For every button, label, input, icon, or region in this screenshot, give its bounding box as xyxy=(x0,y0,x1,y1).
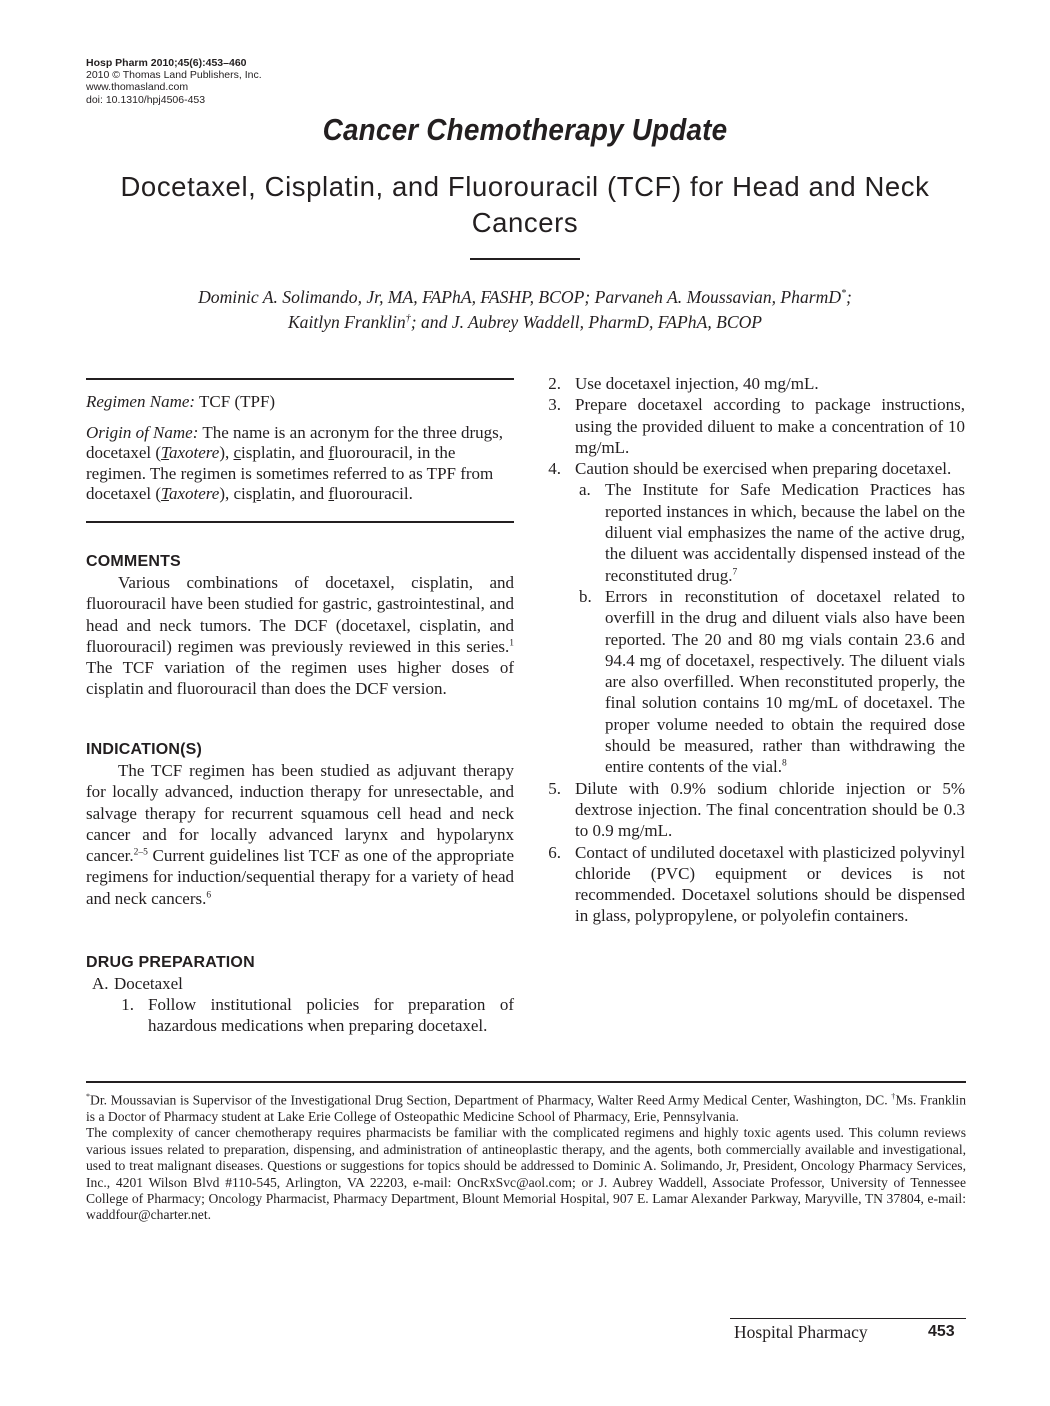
origin-text: luorouracil, in the regimen. The regimen is sometimes referred to as TPF from docetaxel ( xyxy=(86,443,494,503)
list-item xyxy=(539,842,965,927)
reference-mark[interactable]: 7 xyxy=(732,567,738,578)
origin-text: axotere xyxy=(168,484,220,503)
regimen-box-top-rule xyxy=(86,378,514,380)
list-letter: b. xyxy=(579,586,592,606)
list-item xyxy=(539,458,965,479)
origin-text: The name is an acronym for the three drugs, docetaxel ( xyxy=(86,422,504,462)
origin-acronym-letter: T xyxy=(161,484,169,503)
origin-acronym-letter: f xyxy=(328,443,335,462)
column-description-note: The complexity of cancer chemotherapy requires pharmacists be familiar with the complicated regimens and highly toxic agents used. This column reviews various issues related to preparation, dispensing, and administration of antineoplastic therapy, and the agents, both commercially available and investigational, used to treat malignant diseases. Questions or suggestions for topics should be addressed to Dominic A. Solimando, Jr, President, Oncology Pharmacy Services, Inc., 4201 Wilson Blvd #110-545, Arlington, VA 22203, e-mail: OncRxSvc@aol.com; or J. Aubrey Waddell, Associate Professor, University of Tennessee College of Pharmacy; Oncology Pharmacist, Pharmacy Department, Blount Memorial Hospital, 907 E. Lamar Alexander Parkway, Maryville, TN 37804, e-mail: waddfour@charter.net. xyxy=(86,1125,966,1223)
journal-meta xyxy=(86,57,262,106)
subsection-title: Docetaxel xyxy=(114,974,183,993)
list-number: 2. xyxy=(548,374,561,393)
list-text: Use docetaxel injection, 40 mg/mL. xyxy=(575,374,819,393)
reference-mark[interactable]: 8 xyxy=(782,758,787,769)
list-number: 4. xyxy=(548,459,561,479)
origin-acronym-letter: f xyxy=(328,484,335,503)
author-line-1 xyxy=(100,283,950,308)
author-affiliation-note xyxy=(86,1089,966,1125)
list-item xyxy=(539,373,965,394)
series-title: Cancer Chemotherapy Update xyxy=(322,112,728,147)
list-subitem xyxy=(539,479,965,585)
regimen-origin xyxy=(86,423,514,505)
origin-text: luorouracil. xyxy=(334,484,413,503)
paragraph-text: The TCF variation of the regimen uses higher doses of cisplatin and fluorouracil than does the DCF version. xyxy=(86,658,514,699)
origin-text: latin, and xyxy=(260,484,329,503)
reference-mark[interactable]: 1 xyxy=(509,638,514,649)
author-text: Dominic A. Solimando, Jr, MA, FAPhA, FASHP, BCOP; Parvaneh A. Moussavian, PharmD xyxy=(198,286,842,307)
list-text: Contact of undiluted docetaxel with plasticized polyvinyl chloride (PVC) equipment or devices is not recommended. Docetaxel solutions should be dispensed in glass, polypropylene, or polyolefin containers. xyxy=(575,842,965,926)
list-text: The Institute for Safe Medication Practices has reported instances in which, because the label on the diluent vial emphasizes the name of the active drug, the diluent was accidentally dispensed instead of the reconstituted drug. xyxy=(605,480,965,585)
drug-subsection-title xyxy=(86,973,514,994)
comments-paragraph xyxy=(86,572,514,700)
list-letter: a. xyxy=(579,480,591,500)
regimen-name-value: TCF (TPF) xyxy=(199,392,276,411)
footer-journal-name: Hospital Pharmacy xyxy=(734,1322,868,1342)
author-text: ; and J. Aubrey Waddell, PharmD, FAPhA, BCOP xyxy=(410,311,763,332)
author-footnote-mark: † xyxy=(405,312,411,324)
origin-text: axotere xyxy=(168,443,220,462)
origin-text: isplatin, and xyxy=(241,443,329,462)
title-divider xyxy=(470,258,580,260)
paragraph-text: Current guidelines list TCF as one of the appropriate regimens for induction/sequential therapy for a variety of head and neck cancers. xyxy=(86,846,514,908)
list-subitem xyxy=(539,586,965,778)
regimen-name xyxy=(86,392,514,413)
list-number: 3. xyxy=(548,395,561,415)
regimen-name-label: Regimen Name: xyxy=(86,392,196,411)
doi-line: doi: 10.1310/hpj4506-453 xyxy=(86,93,206,106)
list-number: 6. xyxy=(548,842,561,862)
reference-mark[interactable]: 2–5 xyxy=(133,847,148,858)
footnotes xyxy=(86,1089,966,1224)
origin-acronym-letter: T xyxy=(161,443,169,462)
drug-preparation-section xyxy=(86,953,514,1037)
author-text: Kaitlyn Franklin xyxy=(287,311,406,332)
copyright-line: 2010 © Thomas Land Publishers, Inc. xyxy=(86,69,262,82)
list-item xyxy=(539,778,965,842)
comments-heading: COMMENTS xyxy=(86,553,181,570)
footnote-text: Dr. Moussavian is Supervisor of the Investigational Drug Section, Department of Pharmacy, Walter Reed Army Medical Center, Washington, DC. xyxy=(90,1092,892,1108)
list-text: Prepare docetaxel according to package instructions, using the provided diluent to make a concentration of 10 mg/mL. xyxy=(575,395,965,457)
drug-preparation-heading: DRUG PREPARATION xyxy=(86,954,255,971)
list-text: Errors in reconstitution of docetaxel related to overfill in the drug and diluent vials also have been reported. The 20 and 80 mg vials contain 23.6 and 94.4 mg of docetaxel, respectively. The diluent vials are also overfilled. When reconstituted properly, the final solution contains 10 mg/mL of docetaxel. The proper volume needed to obtain the required dose should be measured, rather than withdrawing the entire contents of the vial. xyxy=(605,586,965,777)
list-text: Dilute with 0.9% sodium chloride injection or 5% dextrose injection. The final concentration should be 0.3 to 0.9 mg/mL. xyxy=(575,778,965,841)
article-title: Docetaxel, Cisplatin, and Fluorouracil (TCF) for Head and Neck Cancers xyxy=(120,171,930,238)
list-item xyxy=(539,394,965,458)
footer-divider xyxy=(730,1318,966,1319)
list-number: 1. xyxy=(121,995,134,1014)
footnote-mark: † xyxy=(891,1092,896,1101)
indications-paragraph xyxy=(86,760,514,909)
page-number: 453 xyxy=(928,1323,955,1340)
origin-acronym-letter: p xyxy=(252,484,261,503)
author-footnote-mark: * xyxy=(841,288,847,299)
subsection-label: A. xyxy=(92,974,109,993)
list-number: 5. xyxy=(548,778,561,798)
indications-section xyxy=(86,740,514,909)
author-line-2 xyxy=(100,308,950,333)
origin-acronym-letter: c xyxy=(233,443,242,462)
author-list xyxy=(100,283,950,333)
list-item xyxy=(86,994,514,1037)
indications-heading: INDICATION(S) xyxy=(86,741,203,758)
regimen-box-bottom-rule xyxy=(86,521,514,523)
paragraph-text: Various combinations of docetaxel, cisplatin, and fluorouracil have been studied for gastric, gastrointestinal, and head and neck tumors. The DCF (docetaxel, cisplatin, and fluorouracil) regimen was previously reviewed in this series. xyxy=(86,573,514,656)
footnote-divider xyxy=(86,1081,966,1083)
list-text: Follow institutional policies for preparation of hazardous medications when preparing docetaxel. xyxy=(148,995,514,1036)
author-text: ; xyxy=(846,286,852,307)
regimen-box xyxy=(86,392,514,515)
footnote-text: Ms. Franklin is a Doctor of Pharmacy student at Lake Erie College of Osteopathic Medicine School of Pharmacy, Erie, Pennsylvania. xyxy=(86,1092,966,1124)
reference-mark[interactable]: 6 xyxy=(206,890,212,901)
origin-text: ), cis xyxy=(219,484,253,503)
list-text: Caution should be exercised when preparing docetaxel. xyxy=(575,459,952,479)
journal-reference: Hosp Pharm 2010;45(6):453–460 xyxy=(86,57,247,69)
preparation-list-continued xyxy=(539,373,965,927)
paragraph-text: The TCF regimen has been studied as adjuvant therapy for locally advanced, induction therapy for unresectable, and salvage therapy for recurrent squamous cell head and neck cancer and for locally advanced larynx and hypolarynx cancer. xyxy=(86,761,514,866)
comments-section xyxy=(86,552,514,700)
website-link[interactable]: www.thomasland.com xyxy=(86,81,189,94)
footnote-mark: * xyxy=(86,1092,90,1101)
origin-text: ), xyxy=(219,443,234,462)
origin-label: Origin of Name: xyxy=(86,422,199,442)
